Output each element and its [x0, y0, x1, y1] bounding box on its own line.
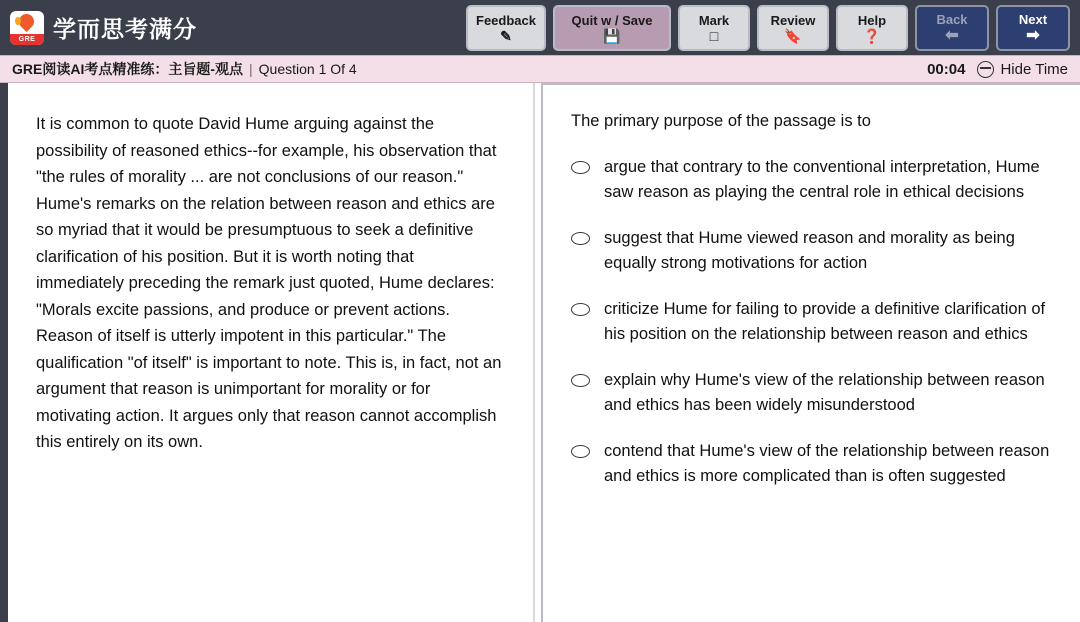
answer-choice-b[interactable]: [571, 226, 1062, 276]
minus-circle-icon: [977, 61, 994, 78]
answer-choice-e-label: contend that Hume's view of the relationship between reason and ethics is more complicated than is often suggested: [604, 442, 1050, 485]
next-button-label: Next: [1018, 12, 1048, 27]
arrow-left-icon: ⬅: [945, 27, 959, 44]
timer-display: 00:04: [927, 60, 966, 78]
hide-time-label: Hide Time: [1000, 60, 1068, 78]
main-content: [0, 83, 1080, 622]
arrow-right-icon: ➡: [1026, 27, 1040, 44]
brand: [10, 11, 197, 45]
radio-icon[interactable]: [571, 161, 590, 174]
top-toolbar: [0, 0, 1080, 55]
passage-pane: [8, 83, 533, 622]
section-info-bar: [0, 55, 1080, 83]
square-icon: □: [709, 27, 719, 44]
infobar-right: [927, 61, 1068, 78]
section-name: GRE阅读AI考点精准练：主旨题-观点: [12, 61, 243, 77]
mark-button-label: Mark: [698, 12, 730, 28]
next-button[interactable]: [996, 5, 1070, 51]
question-counter: Question 1 Of 4: [258, 61, 357, 77]
answer-choice-e[interactable]: [571, 439, 1062, 489]
floppy-disk-icon: 💾: [603, 27, 621, 44]
logo-tag-label: GRE: [10, 34, 44, 45]
feedback-button-label: Feedback: [476, 12, 536, 28]
app-logo-icon: [10, 11, 44, 45]
hide-time-button[interactable]: [977, 61, 1068, 78]
answer-choice-b-label: suggest that Hume viewed reason and morality as being equally strong motivations for action: [604, 229, 1015, 272]
pane-divider: [533, 83, 535, 622]
quit-with-save-button-label: Quit w / Save: [571, 12, 653, 28]
radio-icon[interactable]: [571, 232, 590, 245]
question-pane: [541, 83, 1080, 622]
answer-choice-c-label: criticize Hume for failing to provide a definitive clarification of his position on the relationship between reason and ethics: [604, 300, 1046, 343]
review-button-label: Review: [770, 12, 816, 28]
help-button-label: Help: [857, 12, 887, 28]
back-button-label: Back: [936, 12, 968, 27]
answer-choice-a-label: argue that contrary to the conventional interpretation, Hume saw reason as playing the central role in ethical decisions: [604, 158, 1040, 201]
flame-inner-icon: [15, 17, 21, 25]
help-button[interactable]: [836, 5, 908, 51]
feedback-button[interactable]: [466, 5, 546, 51]
review-button[interactable]: [757, 5, 829, 51]
bookmark-icon: 🔖: [784, 27, 802, 44]
radio-icon[interactable]: [571, 303, 590, 316]
toolbar-buttons: [466, 5, 1070, 51]
question-circle-icon: ❓: [863, 27, 881, 44]
infobar-separator: |: [249, 61, 253, 77]
answer-choice-c[interactable]: [571, 297, 1062, 347]
pencil-square-icon: ✎: [500, 27, 512, 44]
answer-choice-a[interactable]: [571, 155, 1062, 205]
question-stem: The primary purpose of the passage is to: [571, 112, 871, 130]
app-title: 学而思考满分: [53, 16, 197, 42]
answer-choice-d-label: explain why Hume's view of the relationship between reason and ethics has been widely misunderstood: [604, 371, 1045, 414]
mark-button[interactable]: [678, 5, 750, 51]
quit-with-save-button[interactable]: [553, 5, 671, 51]
answer-choice-d[interactable]: [571, 368, 1062, 418]
back-button[interactable]: [915, 5, 989, 51]
passage-text: It is common to quote David Hume arguing against the possibility of reasoned ethics--for example, his observation that "the rules of morality ... are not conclusions of our reason." Hume's remarks on the relation between reason and ethics are so myriad that it would be presumptuous to seek a definitive clarification of his position. But it is worth noting that immediately preceding the remark just quoted, Hume declares: "Morals excite passions, and produce or prevent actions. Reason of itself is utterly impotent in this particular." The qualification "of itself" is important to note. This is, in fact, not an argument that reason is unimportant for morality or for motivating action. It argues only that reason cannot accomplish this entirely on its own.: [36, 115, 502, 451]
left-rail: [0, 83, 8, 622]
radio-icon[interactable]: [571, 445, 590, 458]
radio-icon[interactable]: [571, 374, 590, 387]
